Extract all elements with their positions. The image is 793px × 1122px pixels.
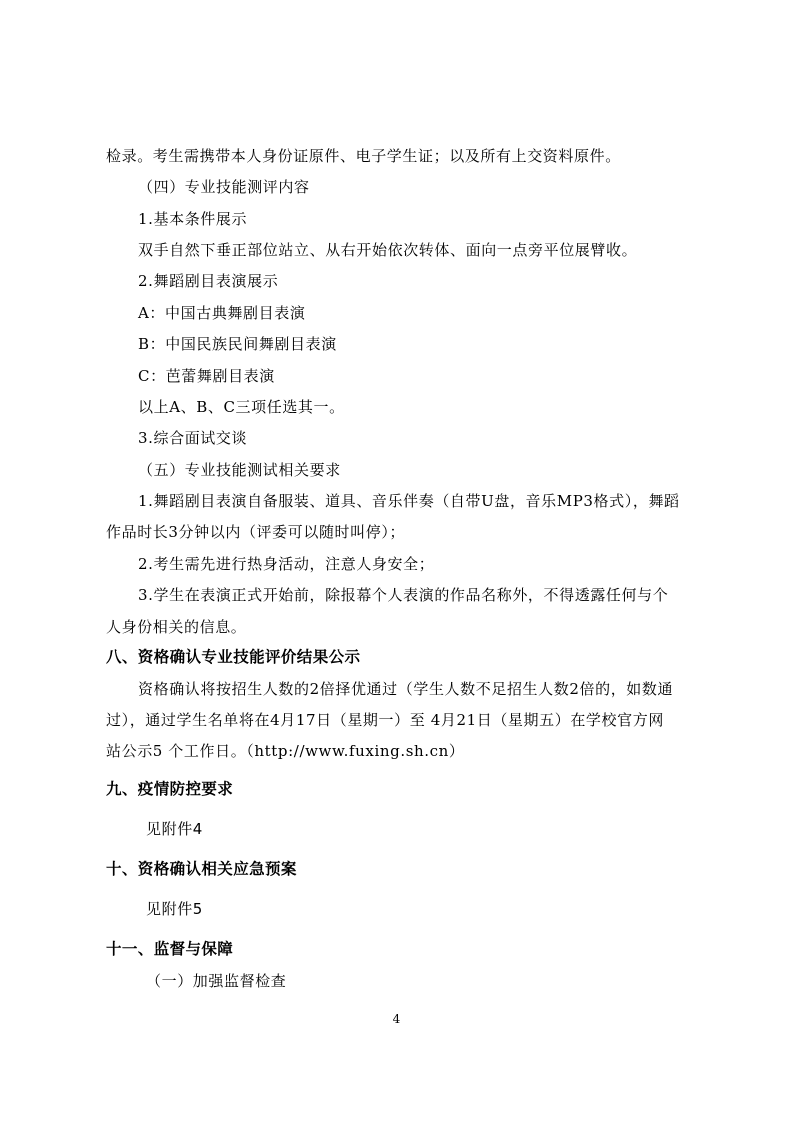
text-line: 检录。考生需携带本人身份证原件、电子学生证；以及所有上交资料原件。 <box>106 147 621 165</box>
text-line: 见附件4 <box>146 820 203 838</box>
text-line: 1.舞蹈剧目表演自备服装、道具、音乐伴奏（自带U盘，音乐MP3格式），舞蹈 <box>138 492 680 510</box>
text-line: B：中国民族民间舞剧目表演 <box>138 335 337 353</box>
text-line: C：芭蕾舞剧目表演 <box>138 367 275 385</box>
text-line: 3.学生在表演正式开始前，除报幕个人表演的作品名称外，不得透露任何与个 <box>138 586 669 604</box>
text-line: 3.综合面试交谈 <box>138 429 248 447</box>
page-number: 4 <box>392 1012 401 1026</box>
section-heading-10: 十、资格确认相关应急预案 <box>106 860 297 878</box>
text-line: 以上A、B、C三项任选其一。 <box>138 398 345 416</box>
section-heading-8: 八、资格确认专业技能评价结果公示 <box>106 648 361 666</box>
text-line: 站公示5 个工作日。（http://www.fuxing.sh.cn） <box>106 742 465 760</box>
text-line: 资格确认将按招生人数的2倍择优通过（学生人数不足招生人数2倍的，如数通 <box>138 680 674 698</box>
text-line: 2.舞蹈剧目表演展示 <box>138 272 279 290</box>
text-line: 2.考生需先进行热身活动，注意人身安全； <box>138 555 435 573</box>
subsection-heading: （五）专业技能测试相关要求 <box>138 461 341 479</box>
subsection-heading: （四）专业技能测评内容 <box>138 178 310 196</box>
subsection-heading: （一）加强监督检查 <box>146 972 287 990</box>
text-line: 双手自然下垂正部位站立、从右开始依次转体、面向一点旁平位展臂收。 <box>138 241 638 259</box>
text-line: 人身份相关的信息。 <box>106 618 247 636</box>
section-heading-11: 十一、监督与保障 <box>106 940 234 958</box>
text-line: A：中国古典舞剧目表演 <box>138 304 306 322</box>
text-line: 见附件5 <box>146 900 203 918</box>
text-line: 1.基本条件展示 <box>138 210 248 228</box>
section-heading-9: 九、疫情防控要求 <box>106 780 234 798</box>
text-line: 作品时长3分钟以内（评委可以随时叫停）； <box>106 523 406 541</box>
text-line: 过），通过学生名单将在4月17日（星期一）至 4月21日（星期五）在学校官方网 <box>106 711 664 729</box>
